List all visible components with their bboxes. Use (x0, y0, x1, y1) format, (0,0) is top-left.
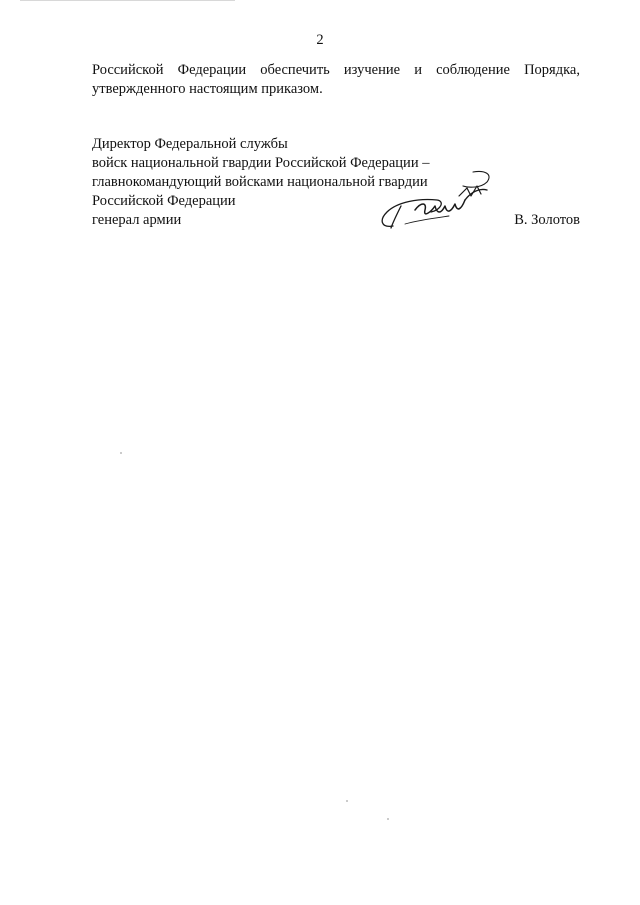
signer-rank: генерал армии (92, 212, 182, 228)
body-line-1: Российской Федерации обеспечить изучение и соблюдение Порядка, (92, 62, 580, 78)
scan-edge (20, 0, 235, 1)
scan-speck (387, 818, 389, 820)
signer-name: В. Золотов (514, 212, 580, 228)
handwritten-signature (375, 166, 505, 238)
signer-title-line-4: Российской Федерации (92, 193, 236, 209)
signer-title-line-3: главнокомандующий войсками национальной гвардии (92, 174, 428, 190)
signer-title-line-2: войск национальной гвардии Российской Федерации – (92, 155, 430, 171)
signature-block (92, 135, 580, 230)
signer-title-line-1: Директор Федеральной службы (92, 136, 288, 152)
page-number: 2 (316, 32, 324, 48)
scan-speck (346, 800, 348, 802)
body-paragraph (92, 61, 580, 98)
body-line-2: утвержденного настоящим приказом. (92, 80, 323, 97)
signer-name-row (92, 211, 580, 230)
scan-speck (120, 452, 122, 454)
